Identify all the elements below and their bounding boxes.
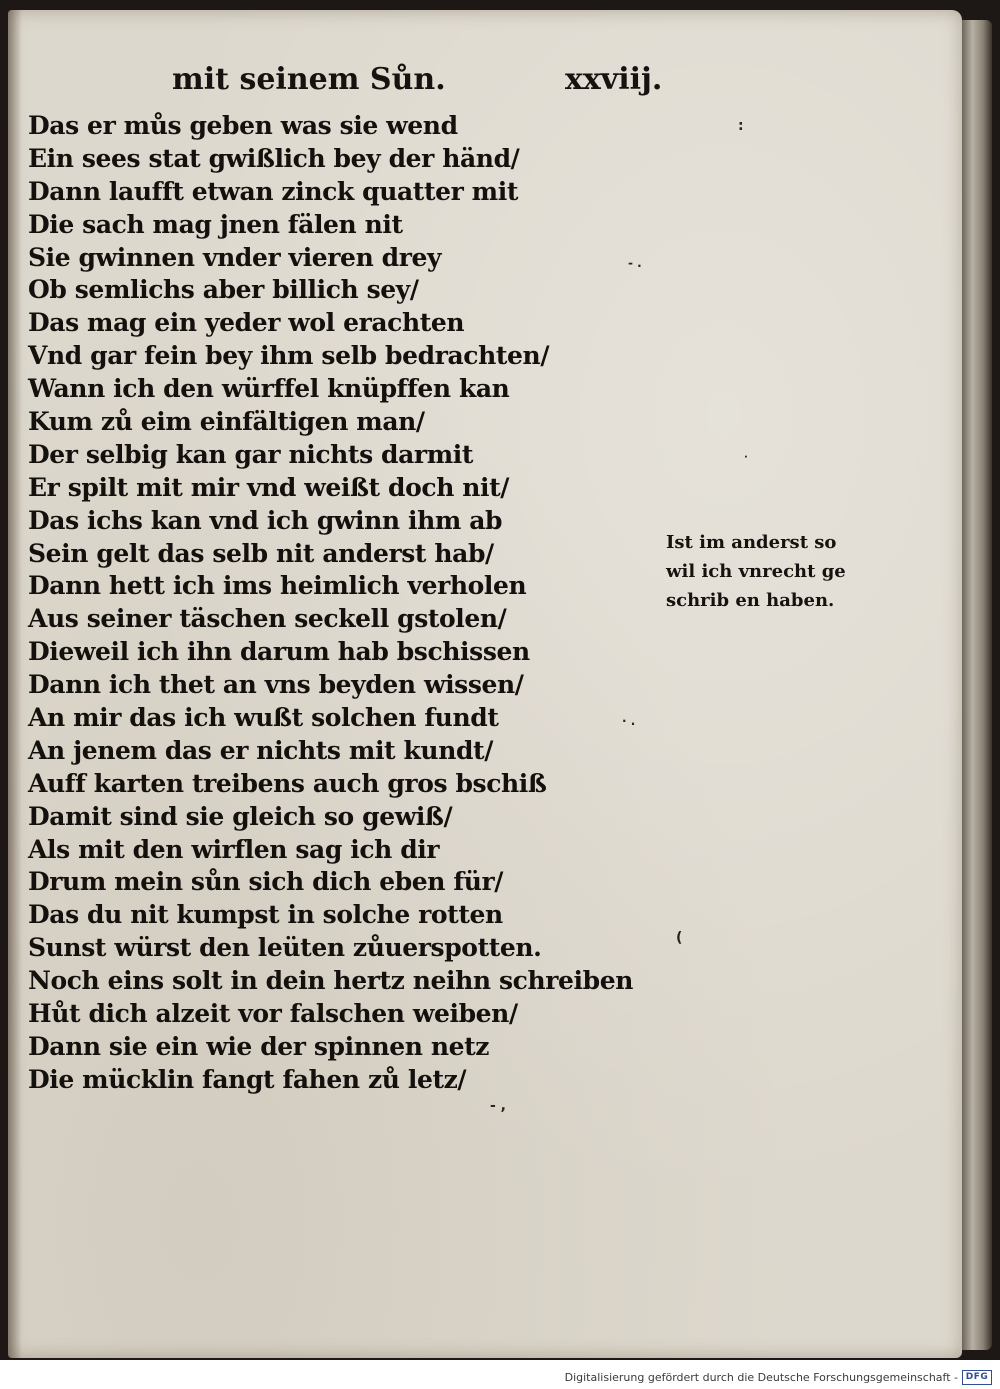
verse-line: Die mücklin fangt fahen zů letz/: [28, 1064, 467, 1094]
verse-line: Ob semlichs aber billich sey/: [28, 275, 419, 305]
verse-line: Kum zů eim einfältigen man/: [28, 407, 425, 437]
marginal-line: wil ich vnrecht ge: [666, 561, 846, 582]
verse-line: Aus seiner täschen seckell gstolen/: [28, 604, 507, 634]
verse-line: Hůt dich alzeit vor falschen weiben/: [28, 999, 518, 1029]
folio-number: xxviij.: [565, 62, 663, 97]
gutter-shadow: [8, 10, 22, 1358]
verse-line: Damit sind sie gleich so gewiß/: [28, 801, 453, 831]
verse-line: Er spilt mit mir vnd weißt doch nit/: [28, 472, 510, 502]
verse-line: Das mag ein yeder wol erachten: [28, 308, 465, 338]
marginal-line: Ist im anderst so: [666, 532, 837, 553]
ink-speck: - .: [628, 256, 642, 270]
verse-line: Dieweil ich ihn darum hab bschissen: [28, 637, 530, 667]
verse-line: Sie gwinnen vnder vieren drey: [28, 242, 442, 272]
ink-speck: - ,: [490, 1098, 507, 1114]
running-title: mit seinem Sůn.: [172, 62, 446, 97]
verse-line: Vnd gar fein bey ihm selb bedrachten/: [28, 341, 550, 371]
verse-line: Ein sees stat gwißlich bey der händ/: [28, 143, 520, 173]
verse-line: Auff karten treibens auch gros bschiß: [28, 768, 547, 798]
page-edge: [962, 20, 992, 1350]
ink-speck: :: [738, 118, 744, 134]
verse-line: Sein gelt das selb nit anderst hab/: [28, 538, 494, 568]
ink-speck: ·: [744, 452, 748, 463]
verse-line: Sunst würst den leüten zůuerspotten.: [28, 933, 542, 963]
verse-line: Das ichs kan vnd ich gwinn ihm ab: [28, 505, 503, 535]
verse-line: Drum mein sůn sich dich eben für/: [28, 867, 504, 897]
verse-line: Der selbig kan gar nichts darmit: [28, 439, 474, 469]
verse-line: Dann laufft etwan zinck quatter mit: [28, 176, 518, 206]
dfg-logo: DFG: [962, 1370, 992, 1385]
verse-line: Das du nit kumpst in solche rotten: [28, 900, 503, 930]
verse-line: Noch eins solt in dein hertz neihn schreiben: [28, 966, 633, 996]
verse-line: Die sach mag jnen fälen nit: [28, 209, 403, 239]
verse-line: Dann sie ein wie der spinnen netz: [28, 1031, 490, 1061]
verse-line: An jenem das er nichts mit kundt/: [28, 735, 493, 765]
ink-speck: (: [676, 930, 683, 946]
verse-line: Wann ich den würffel knüpffen kan: [28, 374, 510, 404]
marginal-line: schrib en haben.: [666, 590, 835, 611]
verse-text: [28, 110, 633, 1097]
verse-line: Dann ich thet an vns beyden wissen/: [28, 670, 524, 700]
ink-speck: · .: [622, 714, 636, 728]
marginal-note: [666, 528, 866, 615]
verse-line: Als mit den wirflen sag ich dir: [28, 834, 440, 864]
verse-line: An mir das ich wußt solchen fundt: [28, 703, 499, 733]
verse-line: Das er můs geben was sie wend: [28, 111, 458, 140]
funding-credit: Digitalisierung gefördert durch die Deutsche Forschungsgemeinschaft -: [564, 1371, 958, 1384]
verse-line: Dann hett ich ims heimlich verholen: [28, 571, 527, 601]
